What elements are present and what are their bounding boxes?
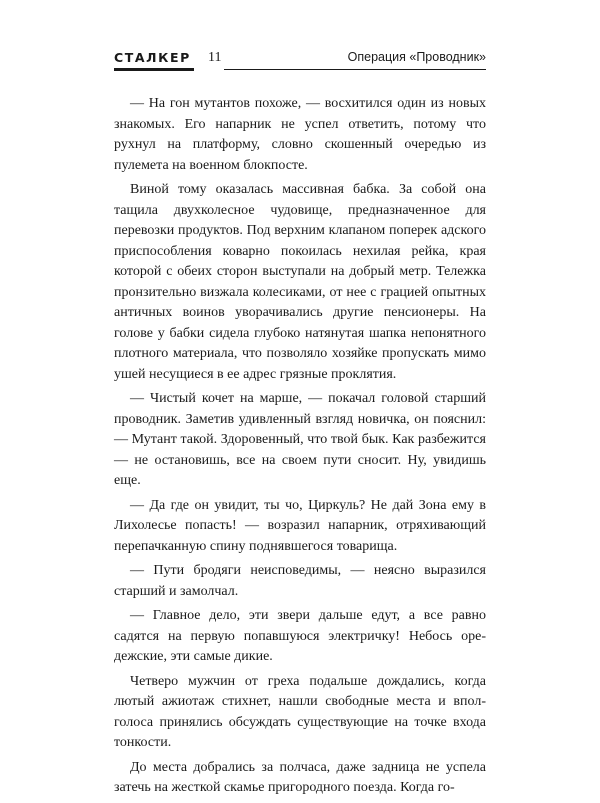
paragraph: — Главное дело, эти звери дальше едут, а все равно садятся на первую попавшуюся электричку! Небось оредежские, эти самые дикие. (114, 608, 486, 664)
paragraph: — Да где он увидит, ты чо, Циркуль? Не дай Зона ему в Лихолесье попасть! — возразил напарник, отряхивающий перепачканную спину поднявшегося товарища. (114, 497, 486, 554)
paragraph: — Чистый кочет на марше, — покачал головой старший проводник. Заметив удивленный взгляд новичка, он пояснил: — Мутант такой. Здоровенный, что твой бык. Как разбежится — не остановишь, все на своем пути сносит. Ну, увидишь еще. (114, 391, 486, 488)
body-text (114, 94, 486, 803)
header-rule-thin (224, 69, 486, 70)
paragraph: Четверо мужчин от греха подальше дождались, когда лютый ажиотаж стихнет, нашли свободные места и вполголоса принялись обсуждать существующие на точке входа тонкости. (114, 673, 486, 750)
paragraph: — На гон мутантов похоже, — восхитился один из новых знакомых. Его напарник не успел ответить, потому что рухнул на платформу, словно скошенный очередью из пулемета на военном блокпосте. (114, 96, 486, 173)
header-rule-thick (114, 68, 194, 71)
paragraph: Виной тому оказалась массивная бабка. За собой она тащила двухколесное чудовище, предназначенное для перевозки продуктов. Под верхним клапаном поперек адского приспособления коварно покоилась нехилая рейка, края которой с обеих сторон выступали на добрый метр. Тележка пронзительно визжала колесиками, от нее с грацией опытных античных воинов уворачивались другие пенсионеры. На голове у бабки сидела глубоко натянутая шапка непонятного плотного материала, что позволяло хозяйке пропускать мимо ушей несущиеся в ее адрес грязные проклятия. (114, 182, 486, 382)
chapter-title: Операция «Проводник» (347, 50, 486, 64)
page-number: 11 (208, 50, 222, 65)
paragraph: До места добрались за полчаса, даже задница не успела затечь на жесткой скамье пригородного поезда. Когда го- (114, 759, 486, 795)
paragraph: — Пути бродяги неисповедимы, — неясно выразился старший и замолчал. (114, 563, 486, 599)
series-title: СТАЛКЕР (114, 50, 191, 65)
running-header (114, 50, 486, 72)
